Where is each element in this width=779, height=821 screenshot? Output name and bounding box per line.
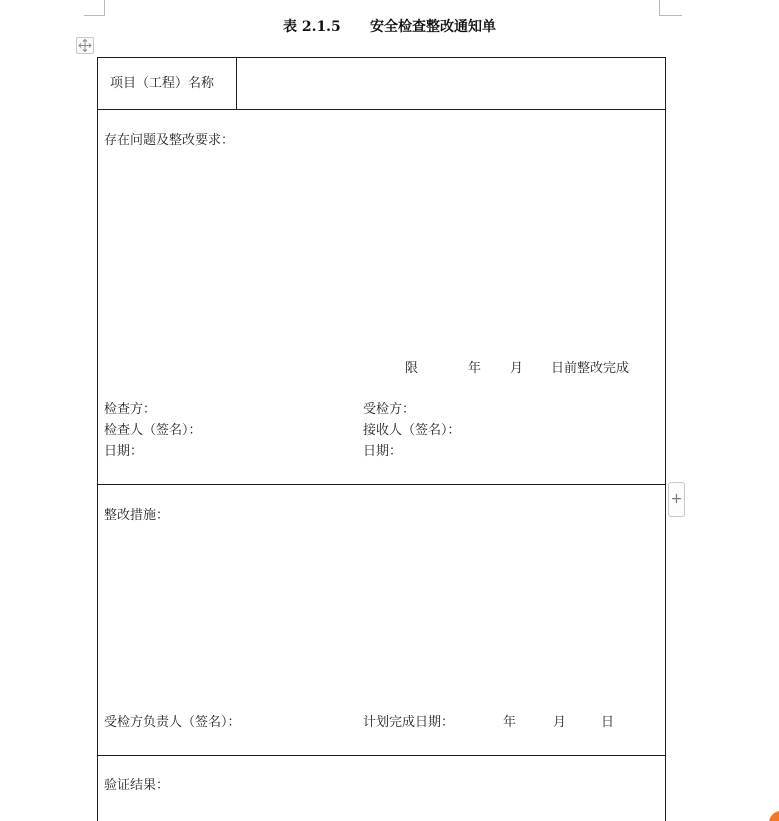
inspector-date-label: 日期： <box>104 444 144 459</box>
rectification-notice-table <box>97 57 666 821</box>
project-cell-divider <box>236 58 237 109</box>
project-name-label: 项目（工程）名称 <box>110 76 215 91</box>
measures-heading: 整改措施： <box>104 508 170 523</box>
deadline-limit: 限 <box>405 361 419 376</box>
inspector-signer-label: 检查人（签名）： <box>104 423 202 438</box>
planned-month: 月 <box>553 715 567 730</box>
deadline-suffix: 日前整改完成 <box>551 361 630 376</box>
verification-heading: 验证结果： <box>104 778 170 793</box>
deadline-year: 年 <box>468 361 482 376</box>
row-divider-3 <box>98 755 665 756</box>
planned-day: 日 <box>601 715 615 730</box>
row-divider-1 <box>98 109 665 110</box>
crop-mark-top-right <box>659 0 682 16</box>
plus-icon: + <box>670 491 683 507</box>
planned-date-label: 计划完成日期： <box>363 715 455 730</box>
inspector-party-label: 检查方： <box>104 402 157 417</box>
corner-accent <box>769 811 779 821</box>
planned-year: 年 <box>503 715 517 730</box>
receiver-signer-label: 接收人（签名）： <box>363 423 461 438</box>
document-title: 表 2.1.5 安全检查整改通知单 <box>282 19 497 35</box>
add-row-button[interactable] <box>668 482 685 517</box>
deadline-month: 月 <box>510 361 524 376</box>
inspected-date-label: 日期： <box>363 444 403 459</box>
issues-heading: 存在问题及整改要求： <box>104 133 235 148</box>
move-icon <box>78 39 92 52</box>
inspected-party-label: 受检方： <box>363 402 416 417</box>
row-divider-2 <box>98 484 665 485</box>
crop-mark-top-left <box>84 0 105 16</box>
table-move-handle[interactable] <box>76 37 94 54</box>
responsible-signer-label: 受检方负责人（签名）： <box>104 715 241 730</box>
